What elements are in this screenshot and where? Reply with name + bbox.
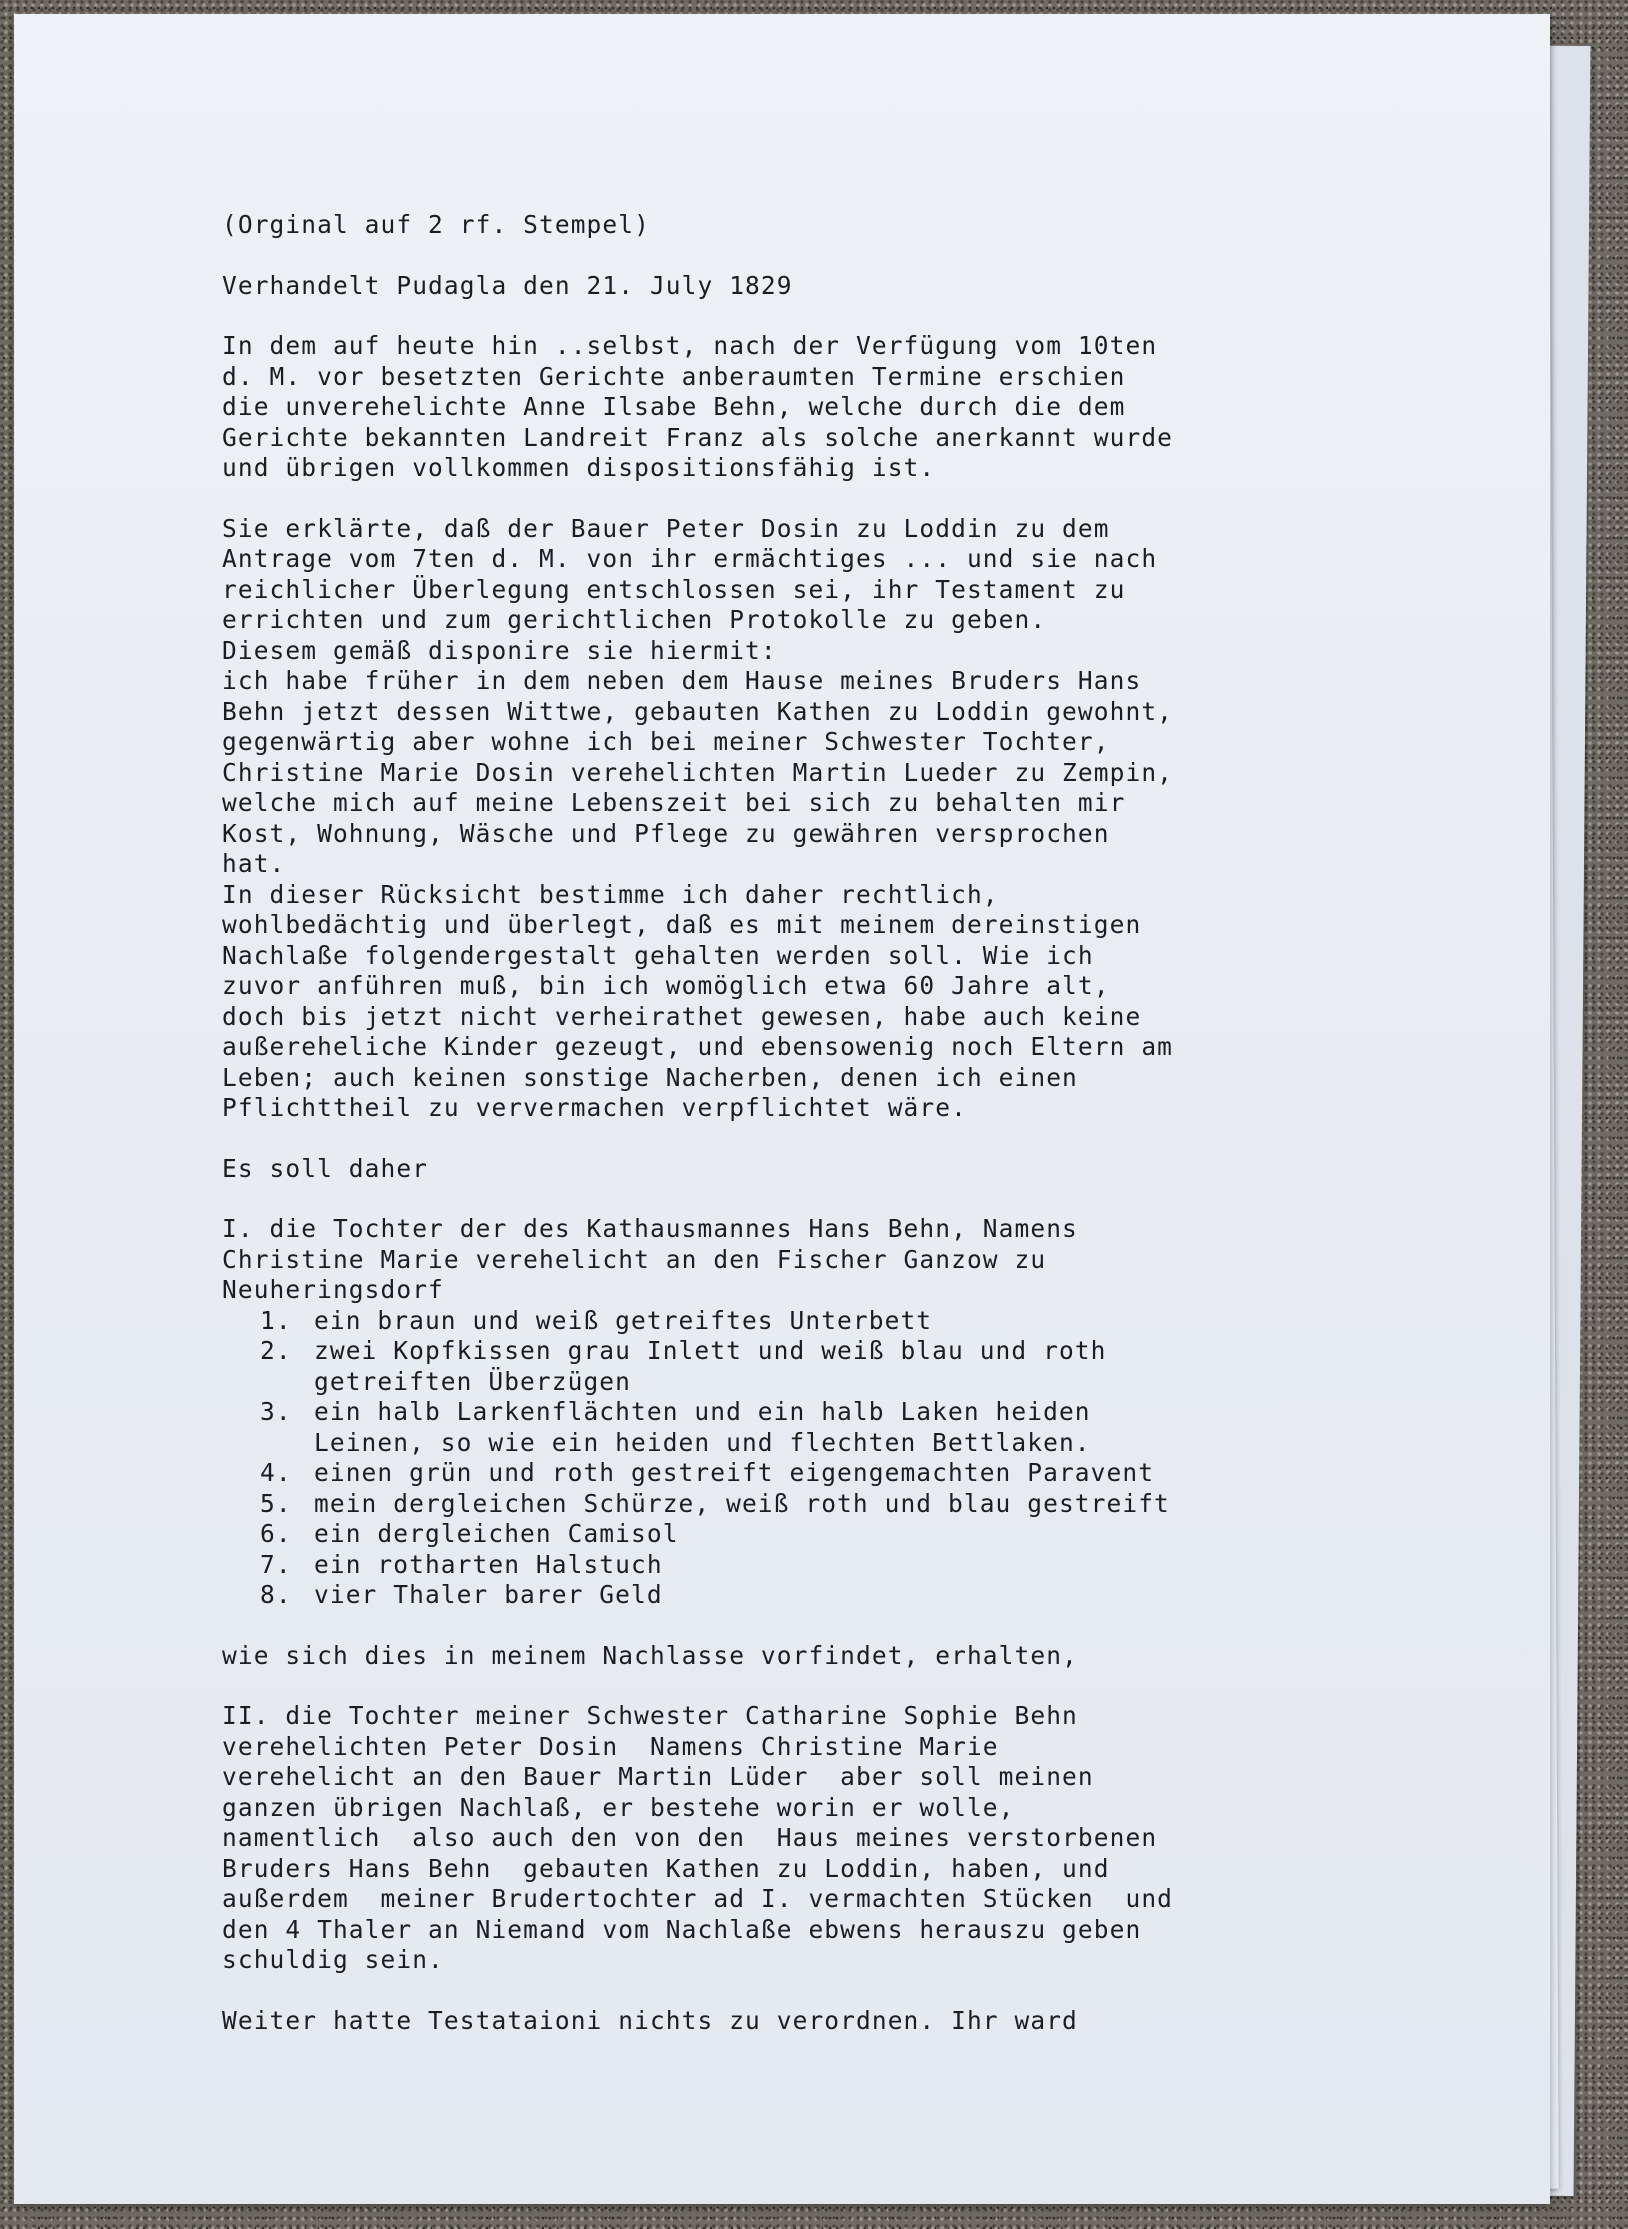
text-line: I. die Tochter der des Kathausmannes Hans Behn, Namens	[222, 1214, 1078, 1243]
text-line: Christine Marie Dosin verehelichten Martin Lueder zu Zempin,	[222, 757, 1174, 787]
item-number: 3.	[260, 1397, 292, 1426]
text-line: errichten und zum gerichtlichen Protokolle zu geben.	[222, 605, 1047, 634]
text-line: ich habe früher in dem neben dem Hause meines Bruders Hans	[222, 666, 1142, 695]
list-item	[222, 1519, 1372, 1550]
item-text: ein braun und weiß getreiftes Unterbett	[314, 1305, 933, 1335]
text-line: II. die Tochter meiner Schwester Catharine Sophie Behn	[222, 1701, 1078, 1730]
text-line: Pflichttheil zu ververmachen verpflichtet wäre.	[222, 1093, 967, 1122]
item-text: vier Thaler barer Geld	[314, 1580, 663, 1609]
list-item	[222, 1489, 1372, 1520]
item-text: mein dergleichen Schürze, weiß roth und blau gestreift	[314, 1488, 1170, 1518]
text-line: schuldig sein.	[222, 1945, 444, 1974]
item-number: 2.	[260, 1336, 292, 1365]
document-text	[222, 210, 1372, 2066]
item-number: 1.	[260, 1305, 292, 1335]
text-line: Gerichte bekannten Landreit Franz als solche anerkannt wurde	[222, 422, 1174, 452]
after-items-line: wie sich dies in meinem Nachlasse vorfindet, erhalten,	[222, 1640, 1078, 1670]
closing-line: Weiter hatte Testataioni nichts zu verordnen. Ihr ward	[222, 2005, 1078, 2035]
text-line: Nachlaße folgendergestalt gehalten werden soll. Wie ich	[222, 940, 1094, 970]
text-line: In dem auf heute hin ..selbst, nach der Verfügung vom 10ten	[222, 331, 1158, 360]
section-2	[222, 1701, 1372, 1976]
item-text: Leinen, so wie ein heiden und flechten Bettlaken.	[314, 1427, 1091, 1457]
item-text: ein rotharten Halstuch	[314, 1549, 663, 1579]
text-line: ganzen übrigen Nachlaß, er bestehe worin er wolle,	[222, 1792, 1015, 1822]
text-line: Diesem gemäß disponire sie hiermit:	[222, 635, 777, 665]
text-line: die unverehelichte Anne Ilsabe Behn, welche durch die dem	[222, 392, 1126, 421]
list-item	[222, 1550, 1372, 1581]
text-line: verehelichten Peter Dosin Namens Christine Marie	[222, 1731, 999, 1761]
text-line: und übrigen vollkommen dispositionsfähig ist.	[222, 453, 936, 482]
item-number: 4.	[260, 1458, 292, 1487]
date-line: Verhandelt Pudagla den 21. July 1829	[222, 270, 793, 300]
paragraph-2	[222, 514, 1372, 1124]
item-number: 8.	[260, 1580, 292, 1609]
item-text: zwei Kopfkissen grau Inlett und weiß blau und roth	[314, 1336, 1107, 1365]
list-item	[222, 1306, 1372, 1337]
text-line: Antrage vom 7ten d. M. von ihr ermächtiges ... und sie nach	[222, 544, 1158, 573]
text-line: den 4 Thaler an Niemand vom Nachlaße ebwens herauszu geben	[222, 1914, 1142, 1944]
item-text: ein dergleichen Camisol	[314, 1519, 679, 1548]
list-item	[222, 1397, 1372, 1458]
bequest-list	[222, 1306, 1372, 1611]
text-line: doch bis jetzt nicht verheirathet gewesen, habe auch keine	[222, 1001, 1142, 1031]
list-item	[222, 1458, 1372, 1489]
text-line: Behn jetzt dessen Wittwe, gebauten Kathen zu Loddin gewohnt,	[222, 696, 1174, 726]
text-line: verehelicht an den Bauer Martin Lüder aber soll meinen	[222, 1762, 1094, 1791]
text-line: Kost, Wohnung, Wäsche und Pflege zu gewähren versprochen	[222, 818, 1110, 848]
es-soll-line: Es soll daher	[222, 1153, 429, 1183]
item-number: 7.	[260, 1549, 292, 1579]
text-line: Bruders Hans Behn gebauten Kathen zu Loddin, haben, und	[222, 1853, 1110, 1883]
paragraph-1	[222, 331, 1372, 484]
text-line: außereheliche Kinder gezeugt, und ebensowenig noch Eltern am	[222, 1032, 1174, 1061]
text-line: außerdem meiner Brudertochter ad I. vermachten Stücken und	[222, 1884, 1174, 1913]
item-number: 6.	[260, 1519, 292, 1548]
item-number: 5.	[260, 1488, 292, 1518]
item-text: einen grün und roth gestreift eigengemachten Paravent	[314, 1458, 1155, 1487]
list-item	[222, 1580, 1372, 1611]
header-note: (Orginal auf 2 rf. Stempel)	[222, 210, 650, 239]
text-line: namentlich also auch den von den Haus meines verstorbenen	[222, 1823, 1158, 1852]
text-line: Leben; auch keinen sonstige Nacherben, denen ich einen	[222, 1062, 1078, 1092]
document-page	[14, 14, 1550, 2204]
text-line: zuvor anführen muß, bin ich womöglich etwa 60 Jahre alt,	[222, 971, 1110, 1000]
list-item	[222, 1336, 1372, 1397]
text-line: In dieser Rücksicht bestimme ich daher rechtlich,	[222, 879, 999, 909]
text-line: Christine Marie verehelicht an den Fischer Ganzow zu	[222, 1244, 1047, 1274]
text-line: reichlicher Überlegung entschlossen sei, ihr Testament zu	[222, 574, 1126, 604]
section-1	[222, 1214, 1372, 1611]
text-line: Neuheringsdorf	[222, 1275, 444, 1304]
text-line: welche mich auf meine Lebenszeit bei sich zu behalten mir	[222, 788, 1126, 817]
text-line: Sie erklärte, daß der Bauer Peter Dosin zu Loddin zu dem	[222, 513, 1110, 543]
item-text: getreiften Überzügen	[314, 1366, 632, 1396]
text-line: gegenwärtig aber wohne ich bei meiner Schwester Tochter,	[222, 727, 1110, 756]
text-line: hat.	[222, 849, 286, 878]
text-line: wohlbedächtig und überlegt, daß es mit meinem dereinstigen	[222, 910, 1142, 939]
item-text: ein halb Larkenflächten und ein halb Laken heiden	[314, 1397, 1091, 1426]
text-line: d. M. vor besetzten Gerichte anberaumten Termine erschien	[222, 361, 1126, 391]
